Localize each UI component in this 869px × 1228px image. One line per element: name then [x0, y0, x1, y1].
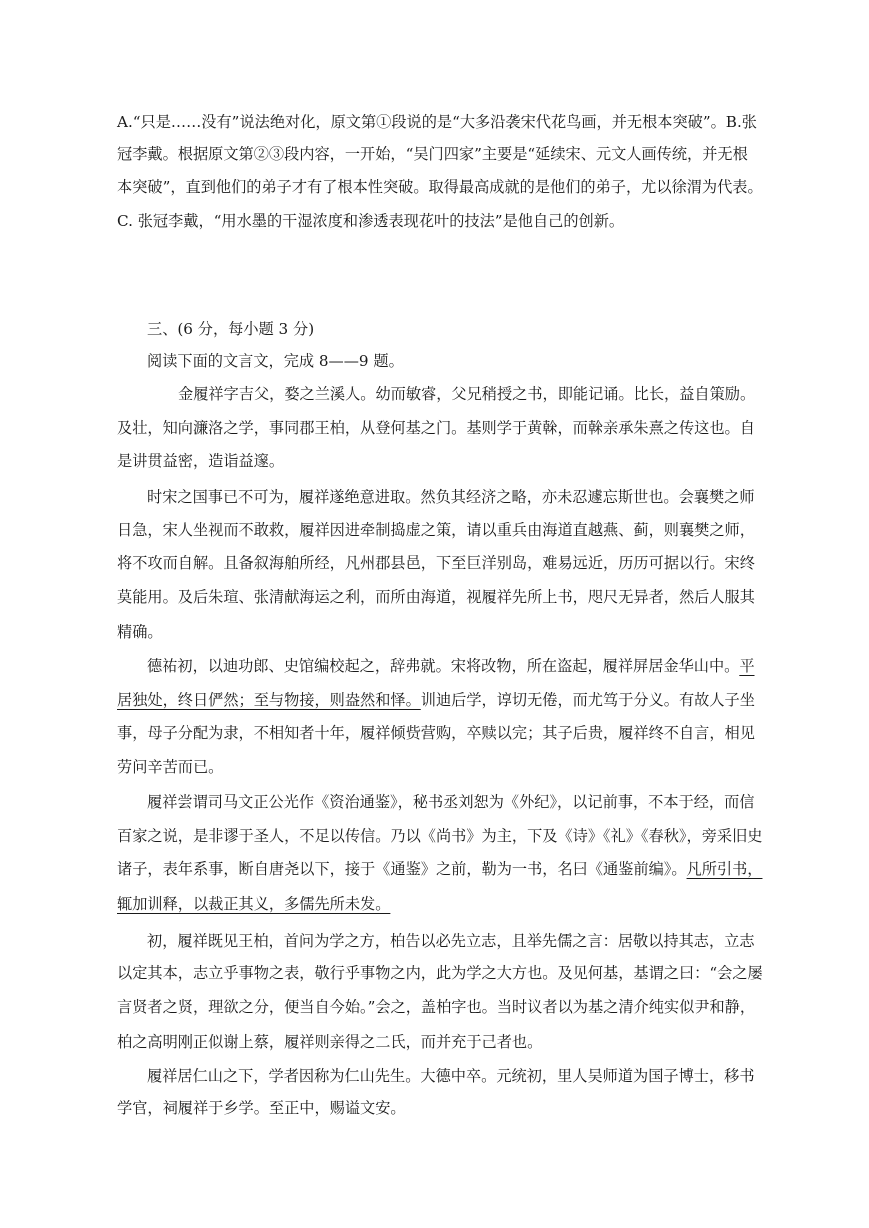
paragraph-line: 事，母子分配为隶，不相知者十年，履祥倾赀营购，卒赎以完；其子后贵，履祥终不自言，相见: [117, 724, 755, 742]
paragraph-line: [117, 859, 765, 879]
paragraph-line: 履祥尝谓司马文正公光作《资治通鉴》，秘书丞刘恕为《外纪》，以记前事，不本于经，而信: [147, 793, 755, 811]
underlined-sentence: 辄加训释，以裁正其义，多儒先所未发。: [117, 895, 391, 913]
plain-text: 德祐初，以迪功郎、史馆编校起之，辞弗就。宋将改物，所在盗起，履祥屏居金华山中。: [147, 657, 740, 675]
underlined-sentence: 平: [739, 657, 755, 675]
answer-line-1: A.“只是……没有”说法绝对化，原文第①段说的是“大多沿袭宋代花鸟画，并无根本突破”。B.张: [117, 113, 757, 131]
paragraph-line: 莫能用。及后朱瑄、张清献海运之利，而所由海道，视履祥先所上书，咫尺无异者，然后人服其: [117, 588, 755, 606]
paragraph-line: [147, 656, 765, 676]
underlined-sentence: 居独处，终日俨然；至与物接，则盎然和怿。: [117, 691, 421, 709]
section-header: 三、(6 分，每小题 3 分): [147, 320, 315, 338]
plain-text: 诸子，表年系事，断自唐尧以下，接于《通鉴》之前，勒为一书，名曰《通鉴前编》。: [117, 860, 687, 878]
paragraph-line: 百家之说，是非谬于圣人，不足以传信。乃以《尚书》为主，下及《诗》《礼》《春秋》，旁采旧史: [117, 827, 763, 845]
paragraph-line: 以定其本，志立乎事物之表，敬行乎事物之内，此为学之大方也。及见何基，基谓之曰：“会之屡: [117, 964, 763, 982]
paragraph-line: 言贤者之贤，理欲之分，便当自今始。”会之，盖柏字也。当时议者以为基之清介纯实似尹和静，: [117, 998, 756, 1016]
paragraph-line: 劳问辛苦而已。: [117, 758, 224, 776]
answer-line-4: C. 张冠李戴，“用水墨的干湿浓度和渗透表现花叶的技法”是他自己的创新。: [117, 212, 625, 230]
paragraph-line: 初，履祥既见王柏，首问为学之方，柏告以必先立志，且举先儒之言：居敬以持其志，立志: [147, 932, 755, 950]
paragraph-line: 是讲贯益密，造诣益邃。: [117, 452, 285, 470]
underlined-sentence: 凡所引书，: [686, 860, 763, 878]
paragraph-line: 金履祥字吉父，婺之兰溪人。幼而敏睿，父兄稍授之书，即能记诵。比长，益自策励。: [178, 385, 756, 403]
paragraph-line: 履祥居仁山之下，学者因称为仁山先生。大德中卒。元统初，里人吴师道为国子博士，移书: [147, 1067, 755, 1085]
paragraph-line: 时宋之国事已不可为，履祥遂绝意进取。然负其经济之略，亦未忍遽忘斯世也。会襄樊之师: [147, 488, 755, 506]
paragraph-line: 学官，祠履祥于乡学。至正中，赐谥文安。: [117, 1099, 406, 1117]
paragraph-line: 日急，宋人坐视而不敢救，履祥因进牵制捣虚之策，请以重兵由海道直越燕、蓟，则襄樊之师，: [117, 521, 755, 539]
paragraph-line: [117, 894, 765, 914]
section-instruction: 阅读下面的文言文，完成 8——9 题。: [147, 352, 404, 370]
paragraph-line: 及壮，知向濂洛之学，事同郡王柏，从登何基之门。基则学于黄榦，而榦亲承朱熹之传这也。自: [117, 419, 755, 437]
answer-line-3: 本突破”，直到他们的弟子才有了根本性突破。取得最高成就的是他们的弟子，尤以徐渭为代表。: [117, 178, 763, 196]
plain-text: 训迪后学，谆切无倦，而尤笃于分义。有故人子坐: [420, 691, 755, 709]
paragraph-line: 精确。: [117, 623, 163, 641]
paragraph-line: [117, 690, 765, 710]
paragraph-line: 将不攻而自解。且备叙海舶所经，凡州郡县邑，下至巨洋别岛，难易远近，历历可据以行。宋终: [117, 554, 755, 572]
paragraph-line: 柏之高明刚正似谢上蔡，履祥则亲得之二氏，而并充于己者也。: [117, 1033, 543, 1051]
answer-line-2: 冠李戴。根据原文第②③段内容，一开始，“吴门四家”主要是“延续宋、元文人画传统，并无根: [117, 145, 748, 163]
